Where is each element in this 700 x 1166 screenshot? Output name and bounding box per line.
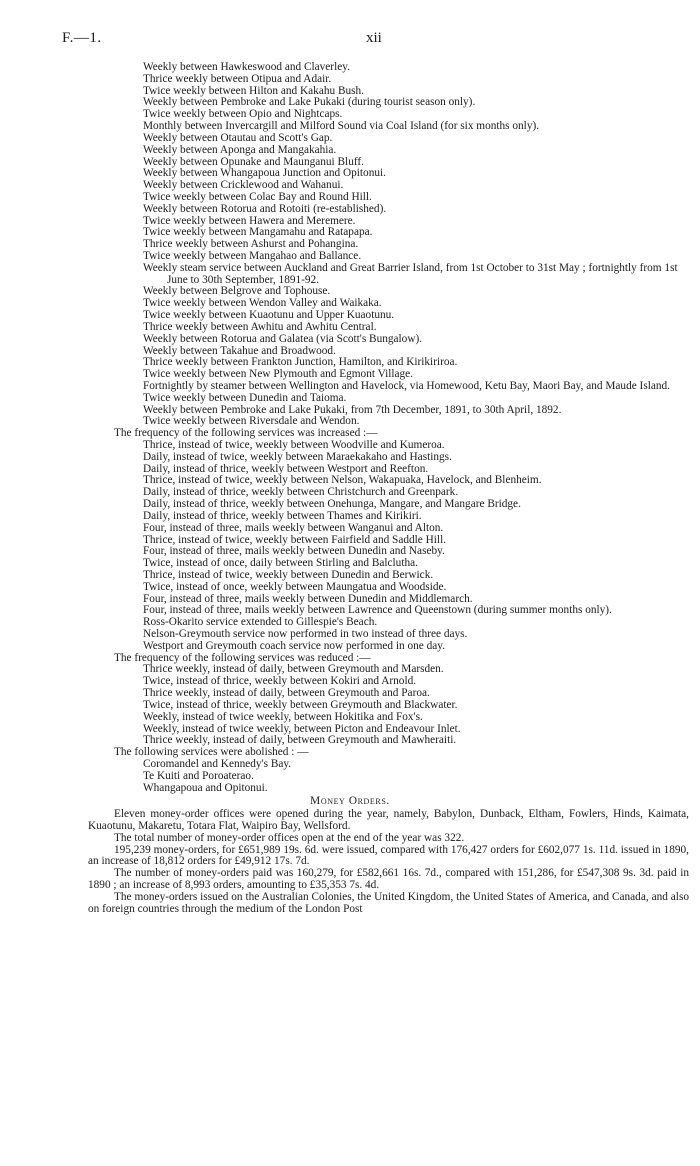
paragraph: The money-orders issued on the Australian Colonies, the United Kingdom, the United States of America, and Canada, and also on foreign countries through the medium of the London Post [88, 890, 689, 915]
document-reference: F.—1. [62, 30, 102, 46]
list-item: Thrice, instead of twice, weekly between Fairfield and Saddle Hill. [143, 533, 447, 546]
list-item: Twice, instead of thrice, weekly between Greymouth and Blackwater. [143, 698, 458, 711]
paragraph: The number of money-orders paid was 160,279, for £582,661 16s. 7d., compared with 151,286, for £547,308 9s. 3d. paid in 1890 ; an increase of 8,993 orders, amounting to £35,353 7s. 4d. [88, 867, 689, 892]
list-item: Twice weekly between Wendon Valley and Waikaka. [143, 297, 382, 310]
list-item: Twice weekly between Riversdale and Wendon. [143, 415, 360, 428]
increased-intro: The frequency of the following services was increased :— [114, 427, 378, 440]
list-item: Twice weekly between New Plymouth and Egmont Village. [143, 368, 414, 381]
list-item: Westport and Greymouth coach service now performed in one day. [143, 639, 446, 652]
list-item: Twice, instead of thrice, weekly between Kokiri and Arnold. [143, 675, 417, 688]
list-item: Thrice weekly between Otipua and Adair. [143, 72, 332, 85]
list-item: Thrice weekly, instead of daily, between Greymouth and Mawheraiti. [143, 734, 457, 747]
list-item: Thrice, instead of twice, weekly between Nelson, Wakapuaka, Havelock, and Blenheim. [143, 474, 542, 487]
list-item: Thrice, instead of twice, weekly between Woodville and Kumeroa. [143, 439, 445, 451]
page-body [0, 62, 700, 916]
increased-services-list [0, 440, 700, 653]
list-item: Thrice weekly between Awhitu and Awhitu Central. [143, 320, 377, 333]
list-item: Weekly between Pembroke and Lake Pukaki, from 7th December, 1891, to 30th April, 1892. [143, 403, 562, 416]
list-item: Twice, instead of once, weekly between Maungatua and Woodside. [143, 580, 447, 593]
section-heading: Money Orders. [310, 795, 390, 808]
list-item: Coromandel and Kennedy's Bay. [143, 757, 292, 770]
list-item: Thrice weekly between Frankton Junction, Hamilton, and Kirikiriroa. [143, 356, 458, 369]
list-item: Twice weekly between Hawera and Meremere. [143, 214, 356, 227]
list-item: Weekly between Whangapoua Junction and Opitonui. [143, 167, 386, 180]
list-item: Thrice weekly, instead of daily, between Greymouth and Marsden. [143, 663, 444, 676]
list-item: Twice weekly between Dunedin and Taioma. [143, 391, 347, 404]
list-item: Four, instead of three, mails weekly between Dunedin and Naseby. [143, 545, 445, 558]
list-item: Four, instead of three, mails weekly between Wanganui and Alton. [143, 521, 444, 534]
list-item: Weekly, instead of twice weekly, between Hokitika and Fox's. [143, 710, 423, 723]
list-item: Daily, instead of thrice, weekly between Thames and Kirikiri. [143, 509, 422, 522]
abolished-services-list [0, 759, 700, 794]
list-item: Thrice weekly, instead of daily, between Greymouth and Paroa. [143, 687, 430, 700]
list-item: Weekly between Rotorua and Galatea (via Scott's Bungalow). [143, 332, 423, 345]
list-item: Fortnightly by steamer between Wellington and Havelock, via Homewood, Ketu Bay, Maori Bay, and Maude Island. [143, 379, 670, 392]
reduced-intro: The frequency of the following services was reduced :— [114, 651, 371, 664]
list-item: Weekly between Belgrove and Tophouse. [143, 285, 331, 298]
page-number: xii [366, 30, 382, 46]
list-item: Nelson-Greymouth service now performed in two instead of three days. [143, 628, 468, 640]
reduced-services-list [0, 664, 700, 747]
list-item: Daily, instead of thrice, weekly between Westport and Reefton. [143, 462, 429, 475]
abolished-intro: The following services were abolished : — [114, 746, 309, 759]
list-item: Four, instead of three, mails weekly between Dunedin and Middlemarch. [143, 592, 473, 605]
list-item: Weekly between Otautau and Scott's Gap. [143, 131, 333, 144]
list-item: Twice, instead of once, daily between Stirling and Balclutha. [143, 557, 418, 570]
list-item: Weekly between Aponga and Mangakahia. [143, 143, 337, 156]
paragraph: 195,239 money-orders, for £651,989 19s. 6d. were issued, compared with 176,427 orders for £602,077 1s. 11d. issued in 1890, an increase of 18,812 orders for £49,912 17s. 7d. [88, 843, 689, 868]
paragraph: Eleven money-order offices were opened during the year, namely, Babylon, Dunback, Eltham, Fowlers, Hinds, Kaimata, Kuaotunu, Makaretu, Totara Flat, Waipiro Bay, Wellsford. [88, 808, 689, 832]
list-item: Weekly between Opunake and Maunganui Bluff. [143, 155, 364, 168]
paragraph: The total number of money-order offices open at the end of the year was 322. [114, 831, 465, 844]
list-item: Weekly between Rotorua and Rotoiti (re-established). [143, 202, 387, 215]
list-item: Twice weekly between Mangahao and Ballance. [143, 250, 362, 262]
list-item: Four, instead of three, mails weekly between Lawrence and Queenstown (during summer months only). [143, 604, 612, 617]
list-item: Weekly between Pembroke and Lake Pukaki (during tourist season only). [143, 96, 476, 109]
list-item: Weekly, instead of twice weekly, between Picton and Endeavour Inlet. [143, 722, 461, 735]
page-header [0, 30, 700, 50]
list-item: Twice weekly between Hilton and Kakahu Bush. [143, 84, 365, 97]
list-item: Weekly steam service between Auckland and Great Barrier Island, from 1st October to 31st May ; fortnightly from 1st June to 30th September, 1891-92. [143, 261, 678, 286]
list-item: Thrice weekly between Ashurst and Pohangina. [143, 238, 359, 251]
list-item: Daily, instead of twice, weekly between Maraekakaho and Hastings. [143, 450, 452, 463]
list-item: Weekly between Takahue and Broadwood. [143, 344, 336, 357]
list-item: Whangapoua and Opitonui. [143, 781, 268, 794]
list-item: Ross-Okarito service extended to Gillespie's Beach. [143, 616, 378, 629]
money-orders-section [0, 809, 700, 915]
established-services-list [0, 62, 700, 416]
list-item: Twice weekly between Kuaotunu and Upper Kuaotunu. [143, 309, 395, 322]
list-item: Monthly between Invercargill and Milford Sound via Coal Island (for six months only). [143, 120, 540, 133]
list-item: Twice weekly between Opio and Nightcaps. [143, 108, 343, 121]
list-item: Daily, instead of thrice, weekly between Christchurch and Greenpark. [143, 486, 459, 499]
list-item: Te Kuiti and Poroaterao. [143, 769, 254, 782]
list-item: Thrice, instead of twice, weekly between Dunedin and Berwick. [143, 568, 434, 581]
list-item: Twice weekly between Colac Bay and Round Hill. [143, 190, 372, 203]
list-item: Twice weekly between Mangamahu and Ratapapa. [143, 226, 373, 239]
list-item: Daily, instead of thrice, weekly between Onehunga, Mangare, and Mangare Bridge. [143, 498, 521, 511]
list-item: Weekly between Hawkeswood and Claverley. [143, 61, 350, 73]
list-item: Weekly between Cricklewood and Wahanui. [143, 179, 344, 192]
